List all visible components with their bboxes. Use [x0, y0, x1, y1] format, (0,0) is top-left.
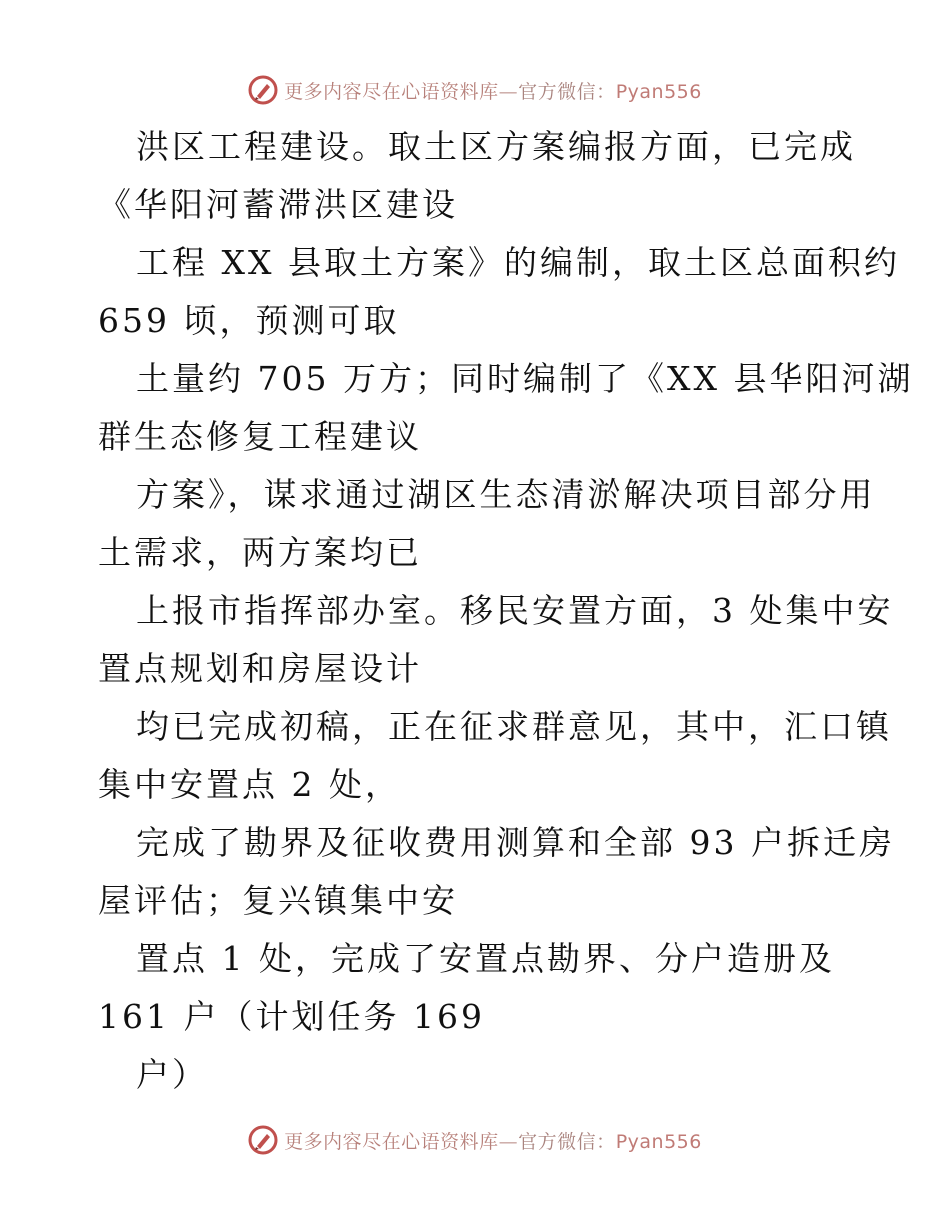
text-line: 洪区工程建设。取土区方案编报方面，已完成 [136, 127, 856, 166]
text-line: 《华阳河蓄滞洪区建设 [98, 185, 458, 224]
text-line: 置点 1 处，完成了安置点勘界、分户造册及 [136, 939, 835, 978]
text-line: 集中安置点 2 处， [98, 765, 401, 804]
text-line: 土量约 705 万方；同时编制了《XX 县华阳河湖 [136, 359, 914, 398]
pen-seal-icon [248, 1125, 278, 1155]
watermark-text: 更多内容尽在心语资料库—官方微信：Pyan556 [284, 1130, 702, 1153]
text-line: 完成了勘界及征收费用测算和全部 93 户拆迁房 [136, 823, 895, 862]
header-watermark [0, 70, 950, 110]
text-line: 户） [136, 1055, 208, 1094]
text-line: 161 户（计划任务 169 [98, 997, 485, 1036]
text-line: 土需求，两方案均已 [98, 533, 422, 572]
pen-seal-icon [248, 75, 278, 105]
text-line: 工程 XX 县取土方案》的编制，取土区总面积约 [136, 243, 900, 282]
text-line: 659 顷，预测可取 [98, 301, 400, 340]
text-line: 屋评估；复兴镇集中安 [98, 881, 458, 920]
footer-watermark [0, 1120, 950, 1160]
text-line: 均已完成初稿，正在征求群意见，其中，汇口镇 [136, 707, 892, 746]
text-line: 群生态修复工程建议 [98, 417, 422, 456]
text-line: 方案》，谋求通过湖区生态清淤解决项目部分用 [136, 475, 876, 514]
text-line: 置点规划和房屋设计 [98, 649, 422, 688]
watermark-text: 更多内容尽在心语资料库—官方微信：Pyan556 [284, 80, 702, 103]
text-line: 上报市指挥部办室。移民安置方面，3 处集中安 [136, 591, 894, 630]
